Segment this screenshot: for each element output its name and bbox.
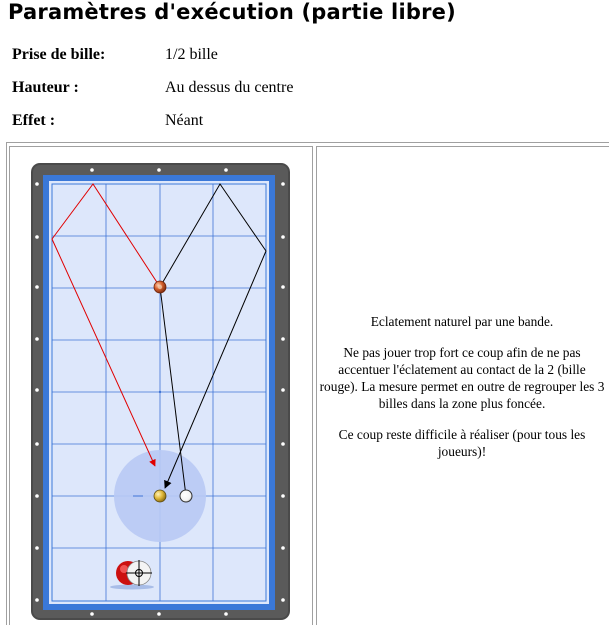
description-paragraph-3: Ce coup reste difficile à réaliser (pour tous les joueurs)! xyxy=(338,427,586,459)
page-title: Paramètres d'exécution (partie libre) xyxy=(8,0,456,24)
description-paragraph-2: Ne pas jouer trop fort ce coup afin de ne pas accentuer l'éclatement au contact de la 2 (bille rouge). La mesure permet en outre de regrouper les 3 billes dans la zone plus foncée. xyxy=(319,345,605,411)
param-value-prise: 1/2 bille xyxy=(165,46,218,63)
param-value-hauteur: Au dessus du centre xyxy=(165,79,294,96)
yellow-ball xyxy=(154,490,166,502)
param-label-hauteur: Hauteur : xyxy=(12,79,79,96)
param-value-effet: Néant xyxy=(165,112,204,129)
description-paragraph-1: Eclatement naturel par une bande. xyxy=(370,314,554,329)
param-label-prise: Prise de bille: xyxy=(12,46,106,63)
param-label-effet: Effet : xyxy=(12,112,56,129)
shot-description xyxy=(318,313,606,474)
white-ball xyxy=(180,490,192,502)
